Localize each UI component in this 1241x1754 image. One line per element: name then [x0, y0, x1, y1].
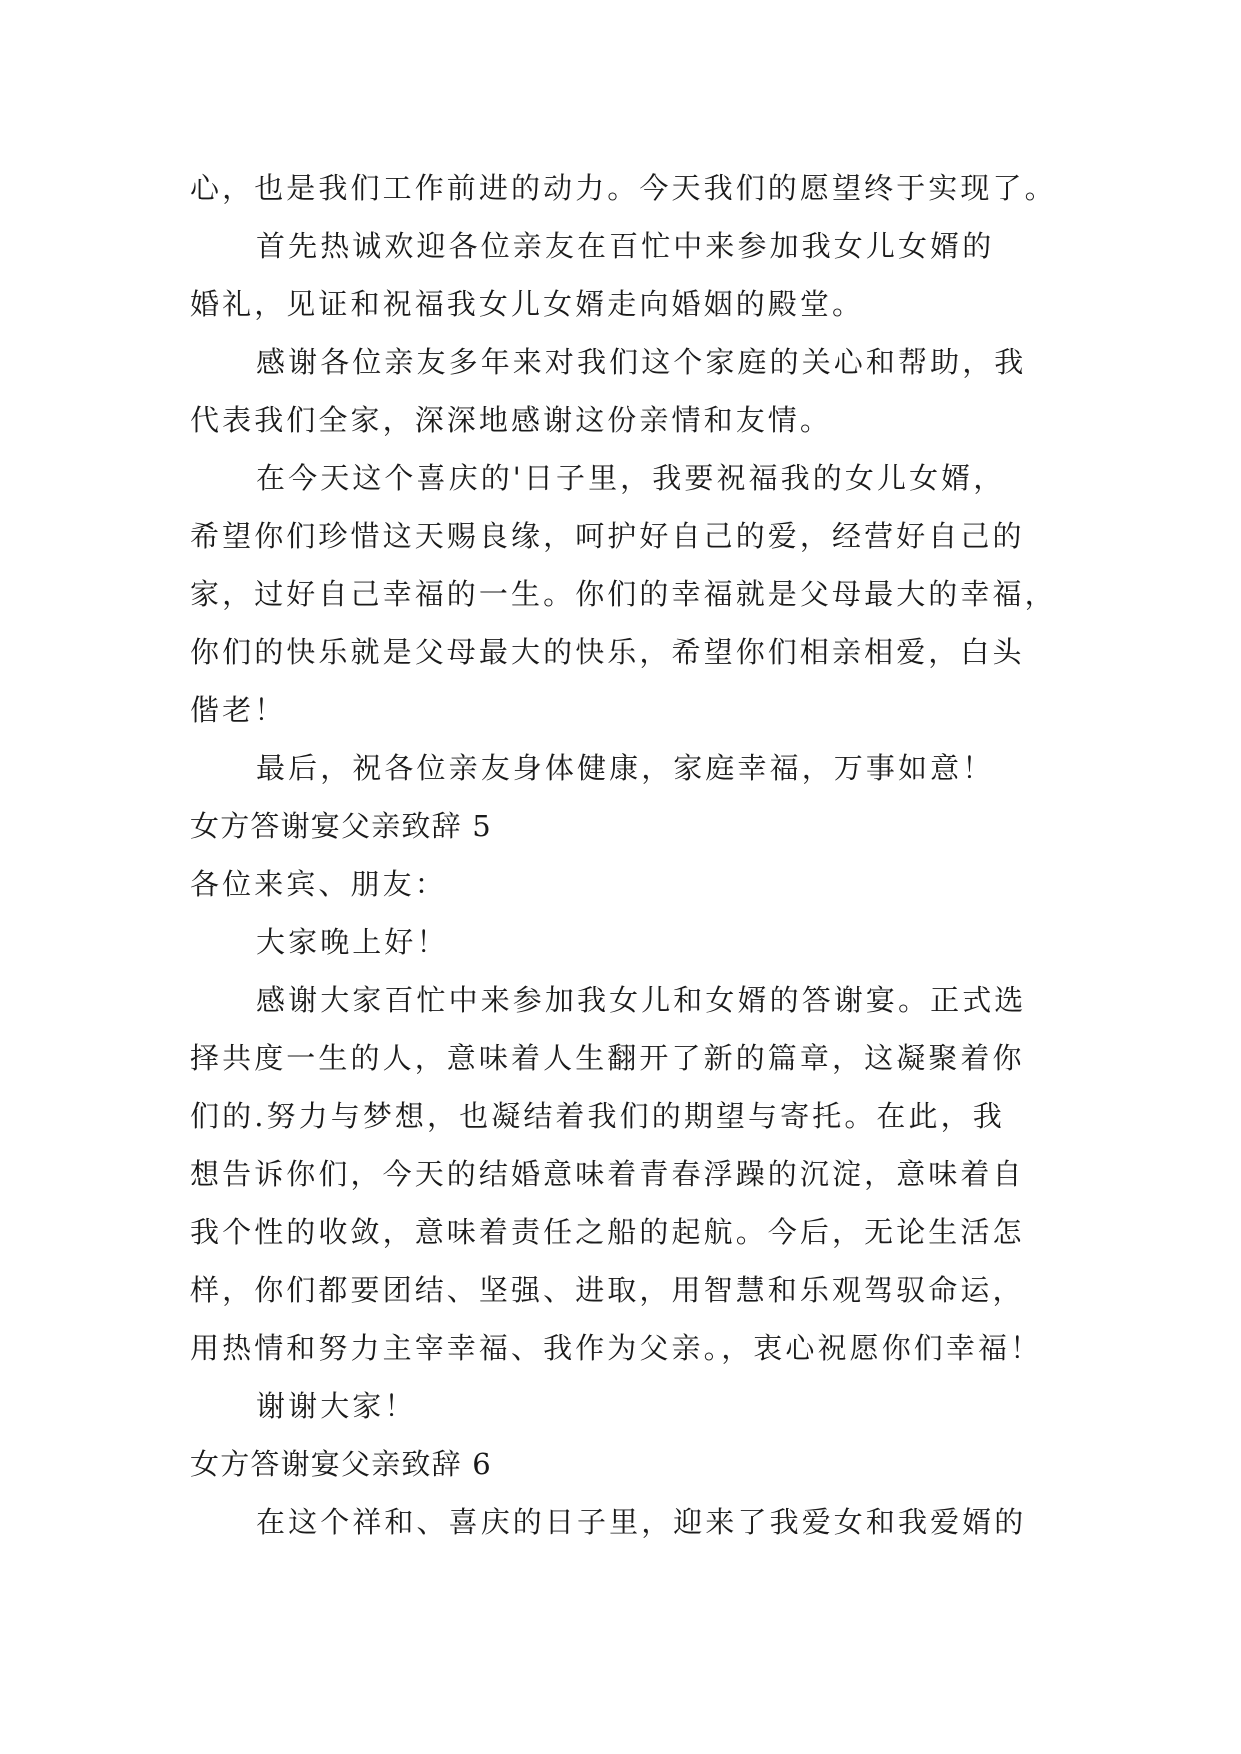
- text-line: 代表我们全家，深深地感谢这份亲情和友情。: [190, 403, 833, 437]
- text-line: 用热情和努力主宰幸福、我作为父亲。，衷心祝愿你们幸福！: [190, 1331, 1043, 1365]
- text-line: 最后，祝各位亲友身体健康，家庭幸福，万事如意！: [256, 751, 995, 785]
- salutation: 各位来宾、朋友：: [190, 867, 447, 901]
- text-line: 首先热诚欢迎各位亲友在百忙中来参加我女儿女婿的: [256, 229, 995, 263]
- text-line: 们的.努力与梦想，也凝结着我们的期望与寄托。在此，我: [190, 1099, 1005, 1133]
- text-line: 希望你们珍惜这天赐良缘，呵护好自己的爱，经营好自己的: [190, 519, 1025, 553]
- text-line: 婚礼，见证和祝福我女儿女婿走向婚姻的殿堂。: [190, 287, 865, 321]
- closing-line: 谢谢大家！: [256, 1389, 417, 1423]
- text-line: 我个性的收敛，意味着责任之船的起航。今后，无论生活怎: [190, 1215, 1025, 1249]
- greeting-line: 大家晚上好！: [256, 925, 449, 959]
- text-line: 你们的快乐就是父母最大的快乐，希望你们相亲相爱，白头: [190, 635, 1025, 669]
- text-line: 择共度一生的人，意味着人生翻开了新的篇章，这凝聚着你: [190, 1041, 1025, 1075]
- text-line: 家，过好自己幸福的一生。你们的幸福就是父母最大的幸福，: [190, 577, 1057, 611]
- text-line: 在这个祥和、喜庆的日子里，迎来了我爱女和我爱婿的: [256, 1505, 1027, 1539]
- text-line: 心，也是我们工作前进的动力。今天我们的愿望终于实现了。: [190, 171, 1057, 205]
- text-line: 想告诉你们，今天的结婚意味着青春浮躁的沉淀，意味着自: [190, 1157, 1025, 1191]
- text-line: 感谢各位亲友多年来对我们这个家庭的关心和帮助，我: [256, 345, 1027, 379]
- text-line: 样，你们都要团结、坚强、进取，用智慧和乐观驾驭命运，: [190, 1273, 1025, 1307]
- text-line: 感谢大家百忙中来参加我女儿和女婿的答谢宴。正式选: [256, 983, 1027, 1017]
- text-line: 在今天这个喜庆的'日子里，我要祝福我的女儿女婿，: [256, 461, 1006, 495]
- section-heading: 女方答谢宴父亲致辞 5: [190, 809, 492, 843]
- section-heading: 女方答谢宴父亲致辞 6: [190, 1447, 492, 1481]
- text-line: 偕老！: [190, 693, 287, 727]
